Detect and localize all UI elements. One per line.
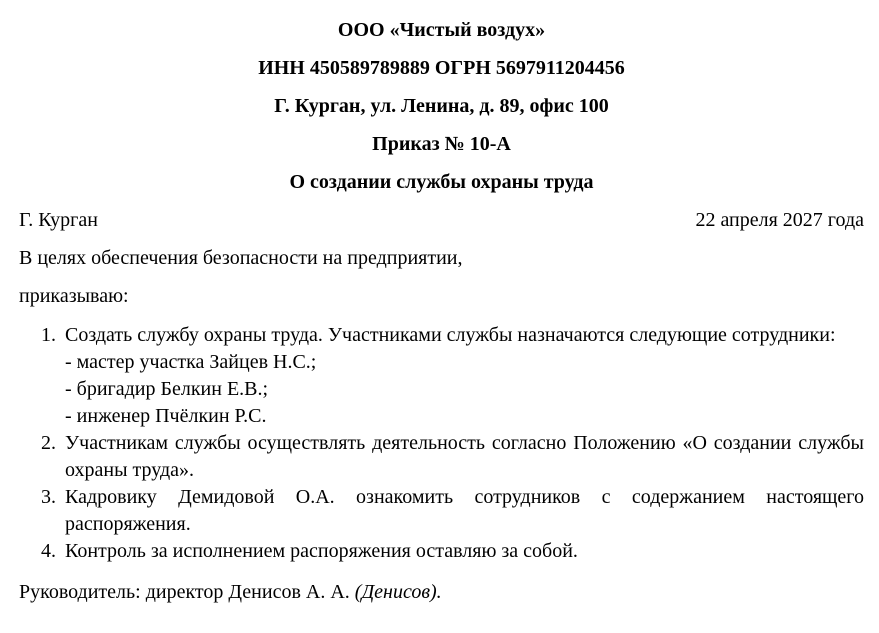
item-number: 1. — [41, 324, 56, 346]
order-item-1 — [19, 322, 864, 430]
company-name: ООО «Чистый воздух» — [337, 19, 546, 41]
employee-1: - мастер участка Зайцев Н.С.; — [65, 351, 317, 373]
order-date: 22 апреля 2027 года — [695, 209, 864, 231]
employee-2: - бригадир Белкин Е.В.; — [65, 378, 269, 400]
order-items-list — [19, 322, 864, 565]
order-subject: О создании службы охраны труда — [289, 171, 594, 193]
item-number: 4. — [41, 540, 56, 562]
order-item-2 — [19, 430, 864, 484]
signature-name: (Денисов). — [354, 581, 442, 603]
item-text: Участникам службы осуществлять деятельность согласно Положению «О создании службы охраны труда». — [65, 432, 864, 481]
signature-line — [19, 577, 864, 607]
employee-3: - инженер Пчёлкин Р.С. — [65, 405, 267, 427]
intro-text: В целях обеспечения безопасности на предприятии, — [19, 247, 463, 269]
order-title: Приказ № 10-А — [372, 133, 511, 155]
signature-label: Руководитель: директор Денисов А. А. — [19, 581, 350, 603]
item-number: 2. — [41, 432, 56, 454]
order-item-3 — [19, 484, 864, 538]
place-date-row — [19, 201, 864, 239]
company-ids: ИНН 450589789889 ОГРН 5697911204456 — [258, 57, 625, 79]
item-text: Кадровику Демидовой О.А. ознакомить сотрудников с содержанием настоящего распоряжения. — [65, 486, 864, 535]
order-item-4 — [19, 538, 864, 565]
order-document — [19, 0, 864, 607]
directive-text: приказываю: — [19, 285, 129, 307]
item-number: 3. — [41, 486, 56, 508]
city: Г. Курган — [19, 209, 98, 231]
company-address: Г. Курган, ул. Ленина, д. 89, офис 100 — [274, 95, 609, 117]
item-text: Создать службу охраны труда. Участниками службы назначаются следующие сотрудники: — [65, 324, 836, 346]
item-text: Контроль за исполнением распоряжения оставляю за собой. — [65, 540, 578, 562]
